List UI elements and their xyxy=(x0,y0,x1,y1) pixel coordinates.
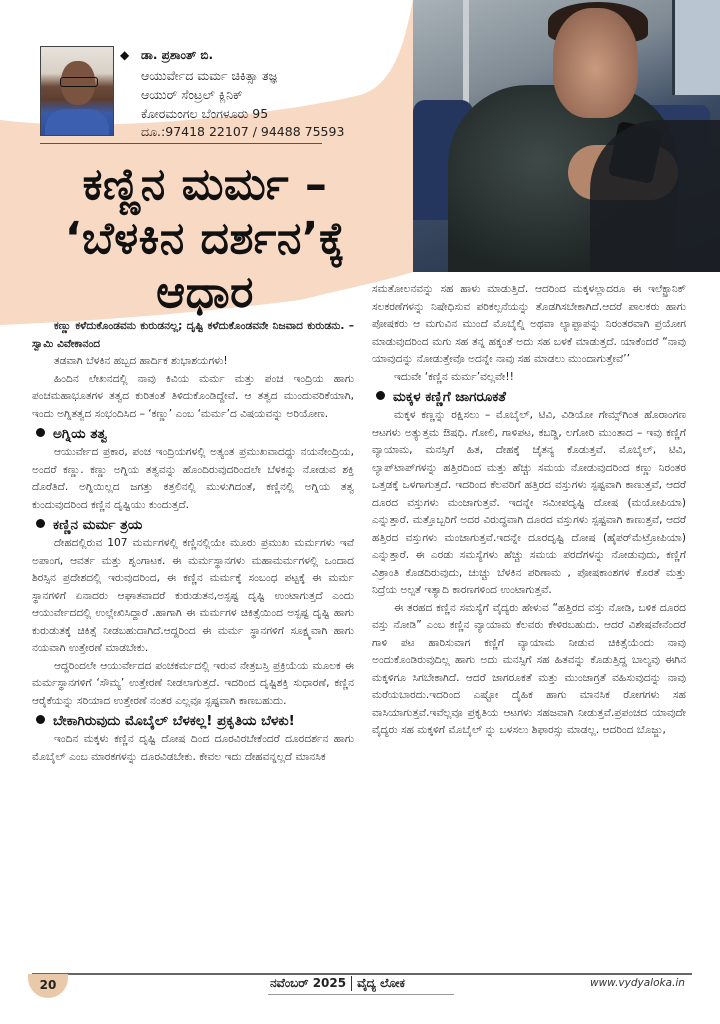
article-title xyxy=(0,158,410,320)
paragraph: ದೇಹದಲ್ಲಿರುವ 107 ಮರ್ಮಗಳಲ್ಲಿ ಕಣ್ಣಿನಲ್ಲಿಯೇ ಮೂರು ಪ್ರಮುಖ ಮರ್ಮಗಳು ಇವೆ ಅಪಾಂಗ, ಆವರ್ತ ಮತ್ತು ಶೃಂಗಾಟಕ. ಈ ಮರ್ಮಸ್ಥಾನಗಳು ಮಹಾಮರ್ಮಗಳಲ್ಲಿ ಒಂದಾದ ಶಿರಸ್ಸಿನ ಪ್ರದೇಶದಲ್ಲಿ ಇರುವುದರಿಂದ, ಈ ಕಣ್ಣಿನ ಮರ್ಮಕ್ಕೆ ಸಂಬಂಧ ಪಟ್ಟಕ್ಕೆ ಈ ಮರ್ಮ ಸ್ಥಾನಗಳಿಗೆ ಏನಾದರು ಆಘಾತವಾದರೆ ಕುರುಡುತನ,ಅಸ್ಪಷ್ಟ ದೃಷ್ಟಿ ಉಂಟಾಗುತ್ತದೆ ಎಂದು ಆಯುರ್ವೇದದಲ್ಲಿ ಉಲ್ಲೇಖಿಸಿದ್ದಾರೆ .ಹಾಗಾಗಿ ಈ ಮರ್ಮಗಳ ಚಿಕಿತ್ಸೆಯಿಂದ ಅಸ್ಪಷ್ಟ ದೃಷ್ಟಿ ಹಾಗು ಕುರುಡುತಕ್ಕೆ ಚಿಕಿತ್ಸೆ ನೀಡಬಹುದಾಗಿದೆ.ಆದ್ದರಿಂದ ಈ ಮರ್ಮ ಸ್ಥಾನಗಳಿಗೆ ಸೂಕ್ಷ್ಮವಾಗಿ ಹಾಗು ನಯವಾಗಿ ಉತ್ತೇರಣೆ ಮಾಡಬೇಕು. xyxy=(32,537,354,654)
author-name: ಡಾ. ಪ್ರಶಾಂತ್ ಬಿ. xyxy=(141,48,214,62)
title-line-3: ಆಧಾರ xyxy=(156,267,254,318)
paragraph: ಆದ್ದರಿಂದಲೇ ಆಯುರ್ವೇದದ ಪಂಚಕರ್ಮದಲ್ಲಿ ಇರುವ ನೇತ್ರಬಸ್ತಿ ಪ್ರಕ್ರಿಯೆಯ ಮೂಲಕ ಈ ಮರ್ಮಸ್ಥಾನಗಳಿಗೆ ‘ಸೌಮ್ಯ’ ಉತ್ತೇರಣೆ ನೀಡಲಾಗುತ್ತದೆ. ಇದರಿಂದ ದೃಷ್ಟಿಶಕ್ತಿ ಸುಧಾರಣೆ, ಕಣ್ಣಿನ ಆರೈಕೆಯನ್ನು ಸರಿಯಾದ ಉತ್ತೇರಣೆ ನಂತರ ಎಲ್ಲವೂ ಸ್ಪಷ್ಟವಾಗಿ ಕಾಣಬಹುದು. xyxy=(32,659,354,707)
diamond-bullet-icon: ◆ xyxy=(120,48,130,62)
author-designation: ಆಯುರ್ವೇದ ಮರ್ಮ ಚಿಕಿತ್ಸಾ ತಜ್ಞ xyxy=(141,68,277,83)
paragraph: ಮಕ್ಕಳ ಕಣ್ಣನ್ನು ರಕ್ಷಿಸಲು – ಮೊಬೈಲ್, ಟಿವಿ, ವಿಡಿಯೋ ಗೇಮ್ಸ್‌ಗಿಂತ ಹೊರಾಂಗಣ ಆಟಗಳು ಅತ್ಯುತ್ತಮ ಔಷಧಿ. ಗೋಲಿ, ಗಾಳಿಪಟ, ಕಬಡ್ಡಿ, ಲಗೋರಿ ಮುಂತಾದ – ಇವು ಕಣ್ಣಿಗೆ ವ್ಯಾಯಾಮ, ಮನಸ್ಸಿಗೆ ಹಿತ, ದೇಹಕ್ಕೆ ಚೈತನ್ಯ ಕೊಡುತ್ತವೆ. ಮೊಬೈಲ್, ಟಿವಿ, ಲ್ಯಾಪ್‌ಟಾಪ್‌ಗಳನ್ನು ಹತ್ತಿರದಿಂದ ಮತ್ತು ಹೆಚ್ಚು ಸಮಯ ನೋಡುವುದರಿಂದ ಕಣ್ಣು ನಿರಂತರ ಒತ್ತಡಕ್ಕೆ ಒಳಗಾಗುತ್ತದೆ. ಇದರಿಂದ ಕೆಲವರಿಗೆ ಹತ್ತಿರದ ವಸ್ತುಗಳು ಸ್ಪಷ್ಟವಾಗಿ ಕಾಣುತ್ತವೆ, ಆದರೆ ದೂರದ ವಸ್ತುಗಳು ಮಂಜಾಗುತ್ತವೆ. ಇದನ್ನೇ ಸಮೀಪದೃಷ್ಟಿ ದೋಷ (ಮಯೋಪಿಯಾ) ಎನ್ನುತ್ತಾರೆ. ಮತ್ತೊಬ್ಬರಿಗೆ ಅದರ ವಿರುದ್ಧವಾಗಿ ದೂರದ ವಸ್ತುಗಳು ಸ್ಪಷ್ಟವಾಗಿ ಕಾಣುತ್ತವೆ, ಆದರೆ ಹತ್ತಿರದ ವಸ್ತುಗಳು ಮಂಜಾಗುತ್ತವೆ.ಇದನ್ನೇ ದೂರದೃಷ್ಟಿ ದೋಷ (ಹೈಪರ್‌ಮೆಟ್ರೋಪಿಯಾ) ಎನ್ನುತ್ತಾರೆ. ಈ ಎರಡು ಸಮಸ್ಯೆಗಳು ಹೆಚ್ಚು ಸಮಯ ಪರದೆಗಳನ್ನು ನೋಡುವುದು, ಕಣ್ಣಿಗೆ ವಿಶ್ರಾಂತಿ ಕೊಡದಿರುವುದು, ಚುಚ್ಚು ಬೆಳಕಿನ ಪರಿಣಾಮ , ಪೋಷಕಾಂಶಗಳ ಕೊರತೆ ಮತ್ತು ನಿದ್ರೆಯ ಅಲ್ಪತೆ ಇತ್ಯಾದಿ ಕಾರಣಗಳಿಂದ ಉಂಟಾಗುತ್ತವೆ. xyxy=(372,409,686,596)
paragraph: ಈ ತರಹದ ಕಣ್ಣಿನ ಸಮಸ್ಯೆಗೆ ವೈದ್ಯರು ಹೇಳುವ “ಹತ್ತಿರದ ವಸ್ತು ನೋಡಿ, ಬಳಿಕ ದೂರದ ವಸ್ತು ನೋಡಿ” ಎಂಬ ಕಣ್ಣಿನ ವ್ಯಾಯಾಮ ಕೆಲವರು ಕೇಳಿರಬಹುದು. ಆದರೆ ವಿಶೇಷವೇನೆಂದರೆ ಗಾಳಿ ಪಟ ಹಾರಿಸುವಾಗ ಕಣ್ಣಿಗೆ ವ್ಯಾಯಾಮ ನೀಡುವ ಚಿಕಿತ್ಸೆಯೆಂದು ನಾವು ಅಂದುಕೊಂಡಿರುವುದಿಲ್ಲ ಹಾಗು ಅದು ಮನಸ್ಸಿಗೆ ಸಹ ಹಿತವನ್ನು ಕೊಡುತ್ತಿದ್ದ ಬಾಲ್ಯವು ಈಗಿನ ಮಕ್ಕಳಿಗೂ ಸಿಗಬೇಕಾಗಿದೆ. ಆದರೆ ಜಾಗರೂಕತೆ ಮತ್ತು ಮುಂಜಾಗ್ರತೆ ವಹಿಸುವುದನ್ನು ನಾವು ಮರೆಯಬಾರದು.ಇದರಿಂದ ಎಷ್ಟೋ ದೈಹಿಕ ಹಾಗು ಮಾನಸಿಕ ರೋಗಗಳು ಸಹ ವಾಸಿಯಾಗುತ್ತವೆ.ಇವೆಲ್ಲವೂ ಪ್ರಕೃತಿಯ ಆಟಗಳು ಸಹಜವಾಗಿ ನೀಡುತ್ತವೆ.ಪ್ರಪಂಚದ ಯಾವುದೇ ವೈದ್ಯರು ಸಹ ಮಕ್ಕಳಿಗೆ ಮೊಬೈಲ್ ನ್ನು ಬಳಸಲು ಶಿಫಾರಸ್ಸು ಮಾಡಲ್ಲ. ಆದರಿಂದ ಬೊಜ್ಜು, xyxy=(372,601,686,736)
issue-date: ನವೆಂಬರ್ 2025 xyxy=(270,976,347,990)
title-line-1: ಕಣ್ಣಿನ ಮರ್ಮ – xyxy=(82,159,328,210)
author-phone: ದೂ.:97418 22107 / 94488 75593 xyxy=(141,124,345,139)
paragraph: ಆಯುರ್ವೇದ ಪ್ರಕಾರ, ಪಂಚ ಇಂದ್ರಿಯಗಳಲ್ಲಿ ಅತ್ಯಂತ ಪ್ರಮುಖವಾದದ್ದು ನಯನೇಂದ್ರಿಯ, ಅಂದರೆ ಕಣ್ಣು. ಕಣ್ಣು ಅಗ್ನಿಯ ತತ್ವವನ್ನು ಹೊಂದಿರುವುದರಿಂದಲೇ ಬೆಳಕನ್ನು ನೋಡುವ ಶಕ್ತಿ ದೊರೆತಿದೆ. ಅಗ್ನಿಯಿಲ್ಲದ ಜಗತ್ತು ಕತ್ತಲಿನಲ್ಲಿ ಮುಳುಗಿದಂತೆ, ಕಣ್ಣಿನಲ್ಲಿ ಅಗ್ನಿಯ ತತ್ವ ಕುಂದುವುದರಿಂದ ಕಣ್ಣಿನ ದೃಷ್ಟಿಯು ಕುಂದುತ್ತದೆ. xyxy=(32,446,354,511)
right-column xyxy=(372,281,686,740)
section-heading: ಕಣ್ಣಿನ ಮರ್ಮ ತ್ರಯ xyxy=(32,515,354,535)
bullet-icon xyxy=(36,519,45,528)
opening-quote: ಕಣ್ಣು ಕಳೆದುಕೊಂಡವನು ಕುರುಡನಲ್ಲ; ದೃಷ್ಟಿ ಕಳೆದುಕೊಂಡವನೇ ನಿಜವಾದ ಕುರುಡನು. – ಸ್ವಾಮಿ ವಿವೇಕಾನಂದ xyxy=(32,320,354,350)
section-heading: ಅಗ್ನಿಯ ತತ್ವ xyxy=(32,424,354,444)
closing-line: ಇದುವೇ ‘ಕಣ್ಣಿನ ಮರ್ಮ’ವಲ್ಲವೇ!! xyxy=(394,370,514,383)
left-column xyxy=(32,318,354,766)
author-photo xyxy=(40,46,114,136)
footer-underline xyxy=(268,994,454,995)
bullet-icon xyxy=(36,428,45,437)
footer-divider xyxy=(32,973,692,975)
divider xyxy=(40,143,322,144)
page-number: 20 xyxy=(28,974,68,998)
title-line-2: ‘ಬೆಳಕಿನ ದರ್ಶನ’ಕ್ಕೆ xyxy=(64,213,346,264)
paragraph: ಇಂದಿನ ಮಕ್ಕಳು ಕಣ್ಣಿನ ದೃಷ್ಟಿ ದೋಷ ದಿಂದ ದೂರವಿರಬೇಕೆಂದರೆ ದೂರದರ್ಶನ ಹಾಗು ಮೊಬೈಲ್ ಎಂಬ ಮಾರಕಗಳನ್ನು ದೂರವಿಡಬೇಕು. ಕೇವಲ ಇದು ದೇಹವನ್ನಲ್ಲದೆ ಮಾನಸಿಕ xyxy=(32,733,354,763)
intro-paragraph: ಹಿಂದಿನ ಲೇಖನದಲ್ಲಿ ನಾವು ಕಿವಿಯ ಮರ್ಮ ಮತ್ತು ಪಂಚ ಇಂದ್ರಿಯ ಹಾಗು ಪಂಚಮಹಾಭೂತಗಳ ತತ್ವದ ಕುರಿತಂತೆ ತಿಳಿದುಕೊಂಡಿದ್ದೇವೆ. ಆ ತತ್ವದ ಮುಂದುವರಿಕೆಯಾಗಿ, ಇಂದು ಅಗ್ನಿತತ್ವದ ಸಂಭಂದಿಸಿದ – ‘ಕಣ್ಣು’ ಎಂಬ ‘ಮರ್ಮ’ದ ವಿಷಯವನ್ನು ಅರಿಯೋಣ. xyxy=(32,372,354,420)
paragraph: ಸಮತೋಲನವನ್ನು ಸಹ ಹಾಳು ಮಾಡುತ್ತಿದೆ. ಆದರಿಂದ ಮಕ್ಕಳಲ್ಲಾದರೂ ಈ ಇಲೆಕ್ಟ್ರಾನಿಕ್ ಸಲಕರಣೆಗಳನ್ನು ನಿಷೇಧಿಸುವ ಪರಿಕಲ್ಪನೆಯನ್ನು ತೊಡಗಿಸಬೇಕಾಗಿದೆ.ಆದರೆ ಪಾಲಕರು ಹಾಗು ಪೋಷಕರು ಆ ಮಗುವಿನ ಮುಂದೆ ಮೊಬೈಲ್ನಿ ಅಥವಾ ಲ್ಯಾಪ್ಟಾಪನ್ನು ನಿರಂತರವಾಗಿ ಪ್ರಯೋಗ ಮಾಡುವುದರಿಂದ ಮಗು ಸಹ ತನ್ನ ಹಕ್ಕಂತೆ ಅದು ಸಹ ಬಳಕೆ ಮಾಡುತ್ತದೆ. ಯಾಕೆಂದರೆ “ನಾವು ಯಾವುದನ್ನು ನೋಡುತ್ತೇವೊ ಅದನ್ನೇ ನಾವು ಸಹ ಮಾಡಲು ಮುಂದಾಗುತ್ತೇವೆ’’ xyxy=(372,283,686,365)
separator xyxy=(351,976,352,991)
website-link[interactable]: www.vydyaloka.in xyxy=(590,977,685,989)
author-clinic: ಆಯುರ್ ಸೆಂಟ್ರಲ್ ಕ್ಲಿನಿಕ್ xyxy=(141,87,243,102)
bullet-icon xyxy=(376,391,385,400)
magazine-name: ವೈದ್ಯ ಲೋಕ xyxy=(357,976,405,990)
hero-photo xyxy=(413,0,720,272)
author-address: ಕೋರಮಂಗಲ ಬೆಂಗಳೂರು 95 xyxy=(141,106,269,121)
section-heading: ಮಕ್ಕಳ ಕಣ್ಣಿಗೆ ಜಾಗರೂಕತೆ xyxy=(372,387,686,407)
footer-issue xyxy=(270,976,405,991)
bullet-icon xyxy=(36,715,45,724)
section-heading: ಬೇಕಾಗಿರುವುದು ಮೊಬೈಲ್ ಬೆಳಕಲ್ಲ! ಪ್ರಕೃತಿಯ ಬೆಳಕು! xyxy=(32,711,354,731)
greeting: ತಡವಾಗಿ ಬೆಳಕಿನ ಹಬ್ಬದ ಹಾರ್ದಿಕ ಶುಭಾಶಯಗಳು! xyxy=(54,355,228,367)
